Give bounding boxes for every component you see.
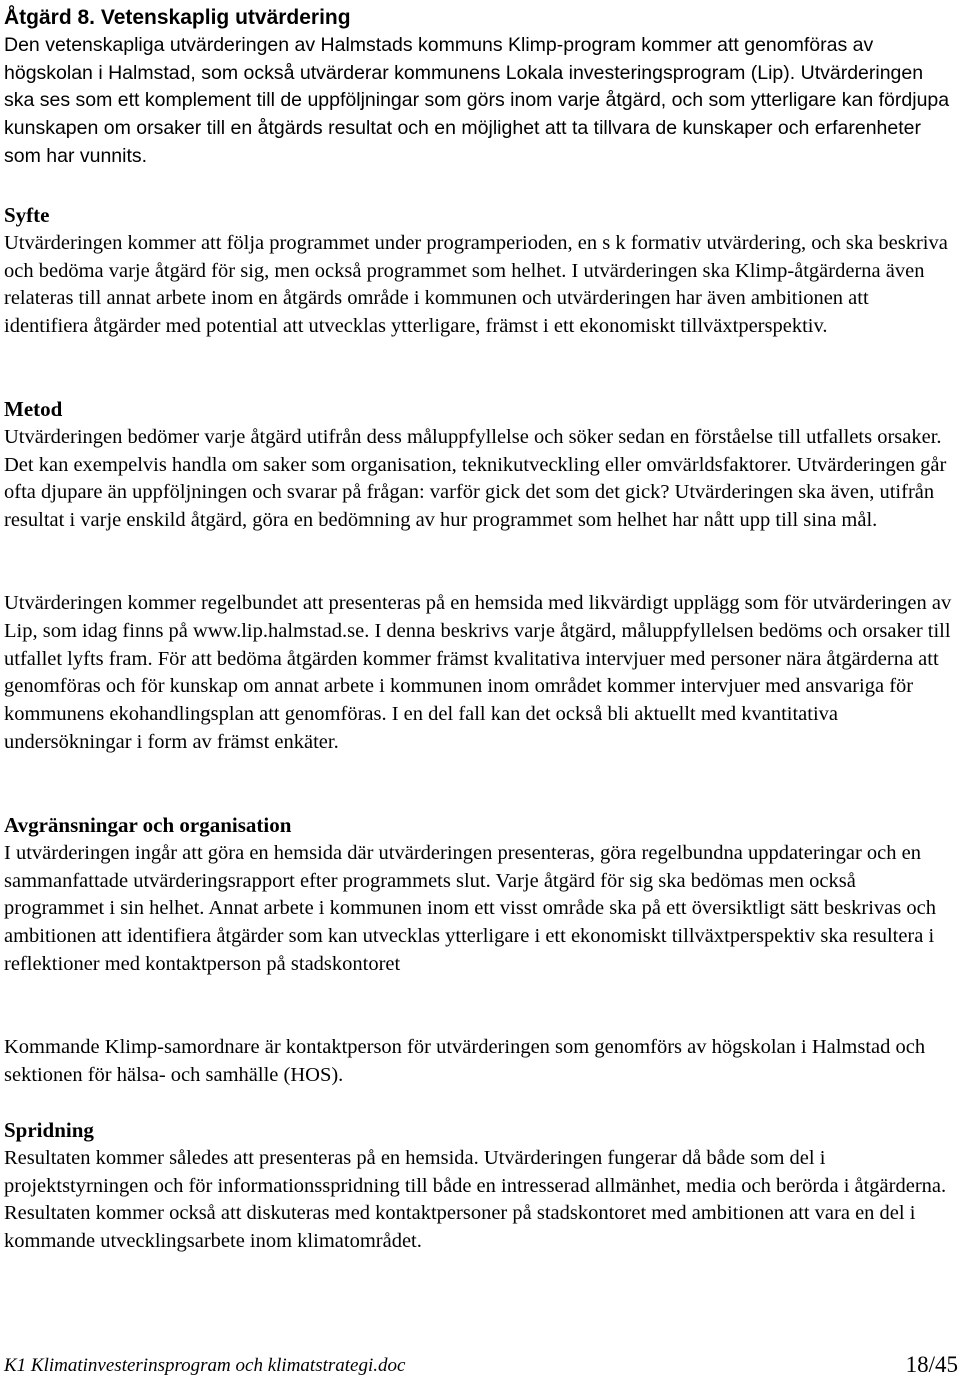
spridning-text: Resultaten kommer således att presenteras på en hemsida. Utvärderingen fungerar då både som del i projektstyrningen och för informationsspridning till både en intresserad allmänhet, media och berörda i åtgärderna. Resultaten kommer också att diskuteras med kontaktpersoner på stadskontoret med ambitionen att vara en del i kommande utvecklingsarbete inom klimatområdet. [4, 1146, 947, 1253]
syfte-heading: Syfte [4, 203, 50, 227]
metod-section-continued [4, 590, 952, 757]
avgransningar-heading: Avgränsningar och organisation [4, 813, 292, 837]
avgransningar-section [4, 812, 952, 979]
syfte-section [4, 202, 952, 341]
measure-8-section [4, 4, 952, 171]
metod-heading: Metod [4, 397, 63, 421]
metod-text-2: Utvärderingen kommer regelbundet att presenteras på en hemsida med likvärdigt upplägg som för utvärderingen av Lip, som idag finns på www.lip.halmstad.se. I denna beskrivs varje åtgärd, måluppfyllelsen bedöms och orsaker till utfallet lyfts fram. För att bedöma åtgärden kommer främst kvalitativa intervjuer med personer nära åtgärderna att genomföras och för kunskap om annat arbete i kommunen inom området kommer intervjuer med ansvariga för kommunens ekohandlingsplan att genomföras. I en del fall kan det också bli aktuellt med kvantitativa undersökningar i form av främst enkäter. [4, 592, 952, 753]
avgransningar-section-continued [4, 1034, 952, 1090]
avgransningar-text-2: Kommande Klimp-samordnare är kontaktperson för utvärderingen som genomförs av högskolan i Halmstad och sektionen för hälsa- och samhälle (HOS). [4, 1036, 926, 1086]
syfte-text: Utvärderingen kommer att följa programmet under programperioden, en s k formativ utvärdering, och ska beskriva och bedöma varje åtgärd för sig, men också programmet som helhet. I utvärderingen ska Klimp-åtgärderna även relateras till annat arbete inom en åtgärds område i kommunen och utvärderingen har även ambitionen att identifiera åtgärder med potential att utvecklas ytterligare, främst i ett ekonomiskt tillväxtperspektiv. [4, 231, 948, 338]
metod-section [4, 396, 952, 535]
footer-filename: K1 Klimatinvesterinsprogram och klimatstrategi.doc [4, 1355, 406, 1376]
measure-8-intro: Den vetenskapliga utvärderingen av Halmstads kommuns Klimp-program kommer att genomföras av högskolan i Halmstad, som också utvärderar kommunens Lokala investeringsprogram (Lip). Utvärderingen ska ses som ett komplement till de uppföljningar som görs inom varje åtgärd, och som ytterligare kan fördjupa kunskapen om orsaker till en åtgärds resultat och en möjlighet att ta tillvara de kunskaper och erfarenheter som har vunnits. [4, 33, 950, 167]
footer-page-number: 18/45 [905, 1352, 958, 1377]
measure-8-heading: Åtgärd 8. Vetenskaplig utvärdering [4, 6, 351, 29]
spridning-heading: Spridning [4, 1118, 94, 1142]
spridning-section [4, 1117, 952, 1256]
metod-text-1: Utvärderingen bedömer varje åtgärd utifrån dess måluppfyllelse och söker sedan en förståelse till utfallets orsaker. Det kan exempelvis handla om saker som organisation, teknikutveckling eller omvärldsfaktorer. Utvärderingen går ofta djupare än uppföljningen och svarar på frågan: varför gick det som det gick? Utvärderingen ska även, utifrån resultat i varje enskild åtgärd, göra en bedömning av hur programmet som helhet har nått upp till sina mål. [4, 425, 947, 532]
avgransningar-text-1: I utvärderingen ingår att göra en hemsida där utvärderingen presenteras, göra regelbundna uppdateringar och en sammanfattade utvärderingsrapport efter programmets slut. Varje åtgärd för sig ska bedömas men också programmet i sin helhet. Annat arbete i kommunen inom ett visst område ska på ett översiktligt sätt beskrivas och ambitionen att identifiera åtgärder som kan utvecklas ytterligare i ett ekonomiskt tillväxtperspektiv ska resultera i reflektioner med kontaktperson på stadskontoret [4, 841, 936, 975]
